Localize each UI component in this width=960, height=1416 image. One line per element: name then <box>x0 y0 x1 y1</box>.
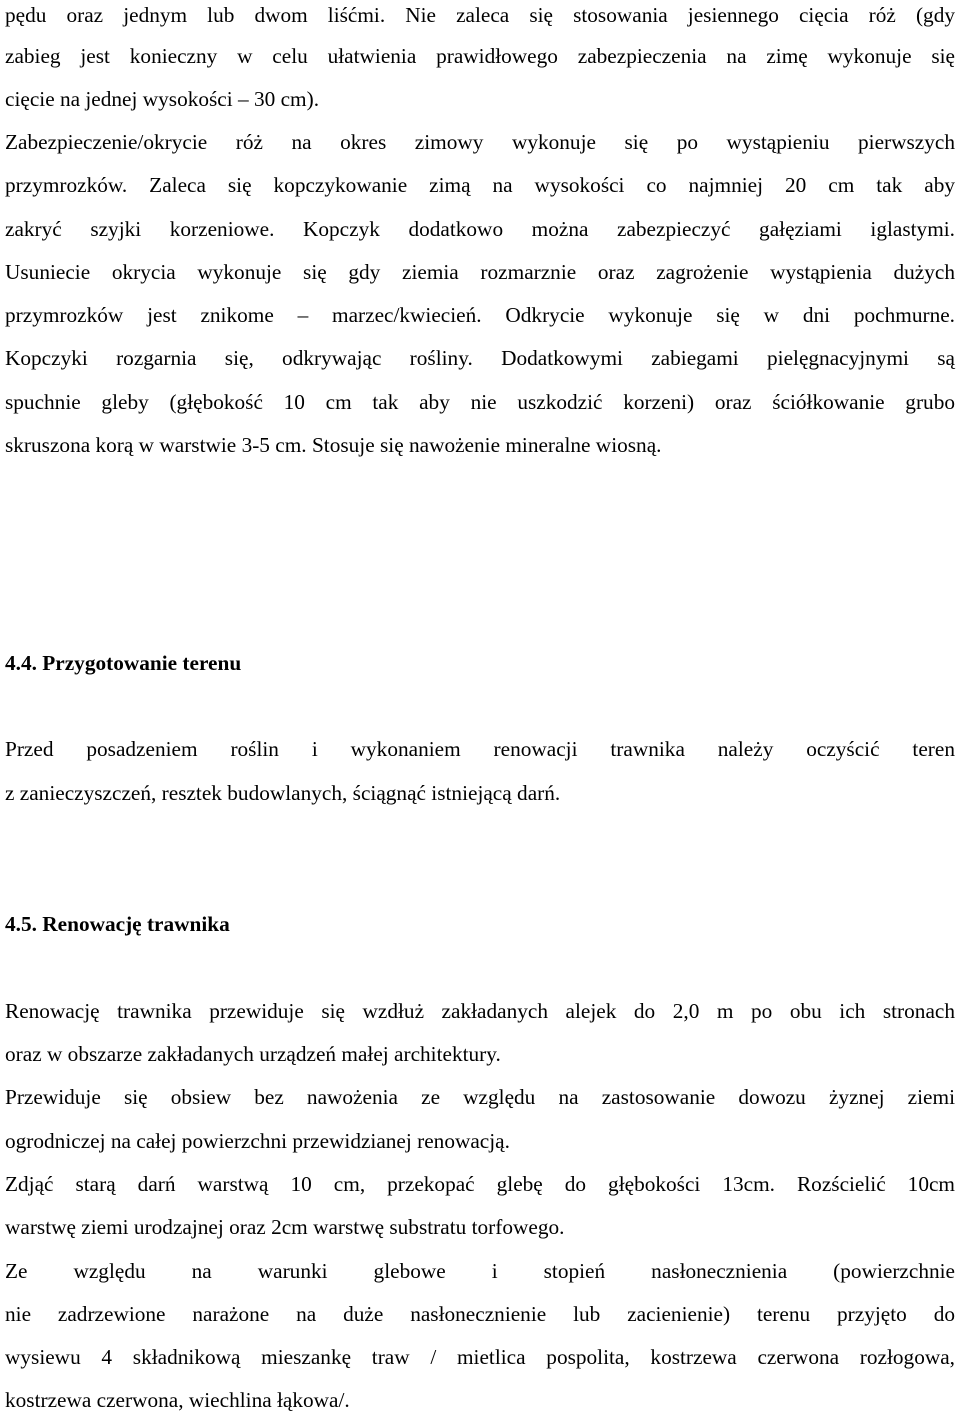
text-line: Ze względu na warunki glebowe i stopień nasłonecznienia (powierzchnie <box>5 1259 955 1283</box>
text-line: Zdjąć starą darń warstwą 10 cm, przekopać glebę do głębokości 13cm. Rozścielić 10cm <box>5 1172 955 1196</box>
text-line: Przed posadzeniem roślin i wykonaniem renowacji trawnika należy oczyścić teren <box>5 737 955 761</box>
section-heading: 4.5. Renowację trawnika <box>5 912 230 936</box>
text-line: nie zadrzewione narażone na duże nasłonecznienie lub zacienienie) terenu przyjęto do <box>5 1302 955 1326</box>
text-line: Zabezpieczenie/okrycie róż na okres zimowy wykonuje się po wystąpieniu pierwszych <box>5 130 955 154</box>
text-line: warstwę ziemi urodzajnej oraz 2cm warstwę substratu torfowego. <box>5 1215 565 1239</box>
text-line: oraz w obszarze zakładanych urządzeń małej architektury. <box>5 1042 501 1066</box>
text-line: skruszona korą w warstwie 3-5 cm. Stosuje się nawożenie mineralne wiosną. <box>5 433 662 457</box>
text-line: spuchnie gleby (głębokość 10 cm tak aby nie uszkodzić korzeni) oraz ściółkowanie grubo <box>5 390 955 414</box>
text-line: wysiewu 4 składnikową mieszankę traw / mietlica pospolita, kostrzewa czerwona rozłogowa, <box>5 1345 955 1369</box>
text-line: ogrodniczej na całej powierzchni przewidzianej renowacją. <box>5 1129 510 1153</box>
text-line: kostrzewa czerwona, wiechlina łąkowa/. <box>5 1388 350 1412</box>
text-line: cięcie na jednej wysokości – 30 cm). <box>5 87 320 111</box>
text-line: z zanieczyszczeń, resztek budowlanych, ściągnąć istniejącą darń. <box>5 781 561 805</box>
text-line: przymrozków jest znikome – marzec/kwiecień. Odkrycie wykonuje się w dni pochmurne. <box>5 303 955 327</box>
text-line: Kopczyki rozgarnia się, odkrywając rośliny. Dodatkowymi zabiegami pielęgnacyjnymi są <box>5 346 955 370</box>
section-heading: 4.4. Przygotowanie terenu <box>5 651 242 675</box>
text-line: przymrozków. Zaleca się kopczykowanie zimą na wysokości co najmniej 20 cm tak aby <box>5 173 955 197</box>
text-line: zakryć szyjki korzeniowe. Kopczyk dodatkowo można zabezpieczyć gałęziami iglastymi. <box>5 217 955 241</box>
text-line: Przewiduje się obsiew bez nawożenia ze względu na zastosowanie dowozu żyznej ziemi <box>5 1085 955 1109</box>
text-line: Renowację trawnika przewiduje się wzdłuż zakładanych alejek do 2,0 m po obu ich stronach <box>5 999 955 1023</box>
text-line: pędu oraz jednym lub dwom liśćmi. Nie zaleca się stosowania jesiennego cięcia róż (gdy <box>5 3 955 27</box>
text-line: zabieg jest konieczny w celu ułatwienia prawidłowego zabezpieczenia na zimę wykonuje się <box>5 44 955 68</box>
text-line: Usuniecie okrycia wykonuje się gdy ziemia rozmarznie oraz zagrożenie wystąpienia dużych <box>5 260 955 284</box>
